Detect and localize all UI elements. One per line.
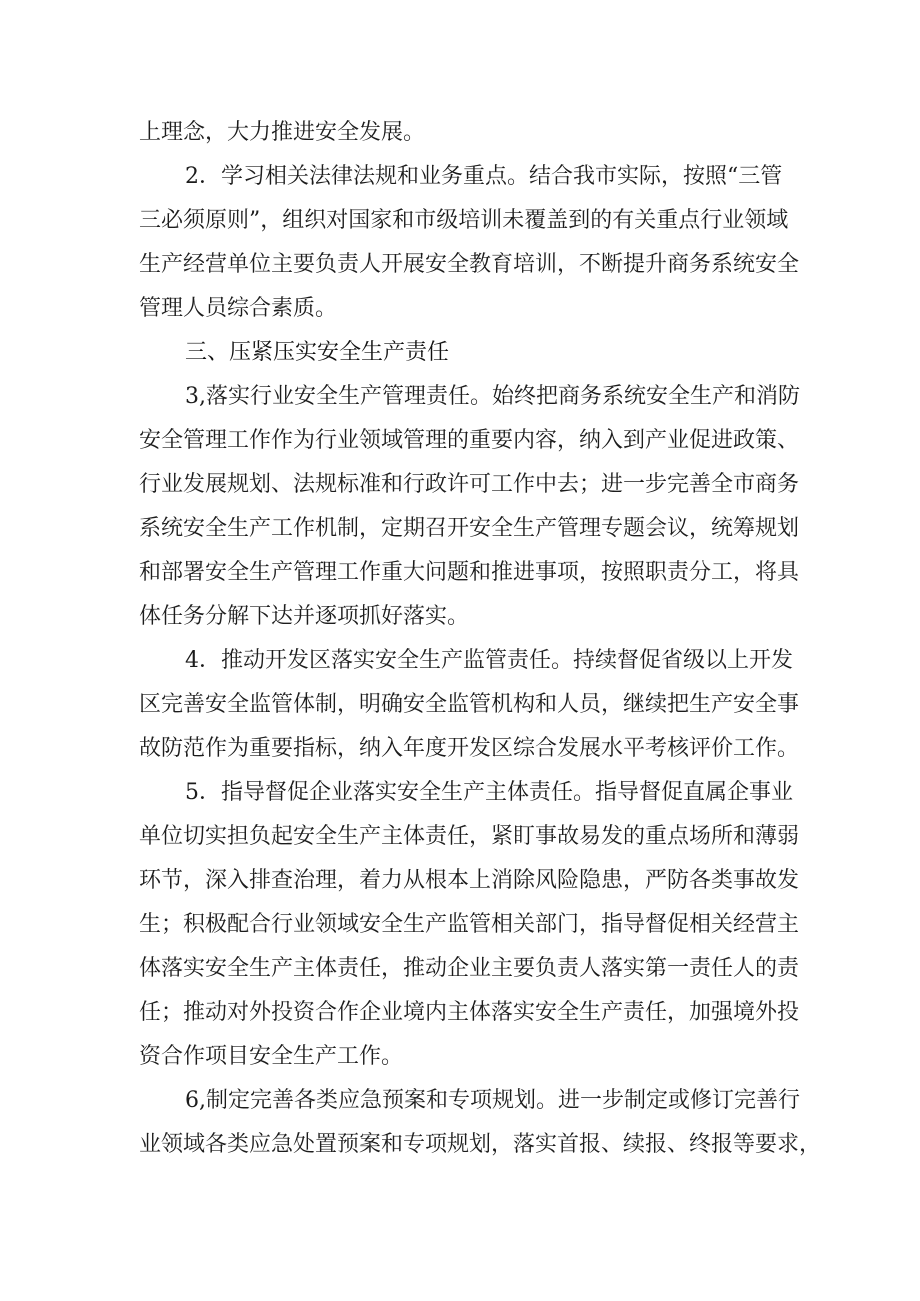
text-line: 上理念，大力推进安全发展。: [139, 120, 426, 145]
text-line: 生；积极配合行业领域安全生产监管相关部门，指导督促相关经营主: [139, 912, 800, 937]
text-line: 管理人员综合素质。: [139, 296, 338, 321]
text-line: 环节，深入排查治理，着力从根本上消除风险隐患，严防各类事故发: [139, 868, 800, 893]
text-line: 区完善安全监管体制，明确安全监管机构和人员，继续把生产安全事: [139, 692, 800, 717]
text-line: 和部署安全生产管理工作重大问题和推进事项，按照职责分工，将具: [139, 560, 800, 585]
text-line: 任；推动对外投资合作企业境内主体落实安全生产责任，加强境外投: [139, 1000, 800, 1025]
text-line: 系统安全生产工作机制，定期召开安全生产管理专题会议，统筹规划: [139, 516, 800, 541]
section-heading: 三、压紧压实安全生产责任: [185, 340, 450, 365]
text-line: 安全管理工作作为行业领域管理的重要内容，纳入到产业促进政策、: [139, 428, 800, 453]
text-line: 行业发展规划、法规标准和行政许可工作中去；进一步完善全市商务: [139, 472, 800, 497]
text-line: 生产经营单位主要负责人开展安全教育培训，不断提升商务系统安全: [139, 252, 800, 277]
text-line: 5．指导督促企业落实安全生产主体责任。指导督促直属企事业: [185, 780, 793, 805]
text-line: 三必须原则”，组织对国家和市级培训未覆盖到的有关重点行业领域: [139, 208, 789, 233]
text-line: 资合作项目安全生产工作。: [139, 1044, 404, 1069]
text-line: 2．学习相关法律法规和业务重点。结合我市实际，按照“三管: [185, 164, 783, 189]
text-line: 故防范作为重要指标，纳入年度开发区综合发展水平考核评价工作。: [139, 736, 800, 761]
text-line: 体任务分解下达并逐项抓好落实。: [139, 604, 470, 629]
text-line: 6,制定完善各类应急预案和专项规划。进一步制定或修订完善行: [185, 1088, 800, 1113]
text-line: 3,落实行业安全生产管理责任。始终把商务系统安全生产和消防: [185, 384, 800, 409]
text-line: 单位切实担负起安全生产主体责任，紧盯事故易发的重点场所和薄弱: [139, 824, 800, 849]
text-line: 4．推动开发区落实安全生产监管责任。持续督促省级以上开发: [185, 648, 793, 673]
text-line: 体落实安全生产主体责任，推动企业主要负责人落实第一责任人的责: [139, 956, 800, 981]
text-line: 业领域各类应急处置预案和专项规划，落实首报、续报、终报等要求，: [139, 1132, 822, 1157]
